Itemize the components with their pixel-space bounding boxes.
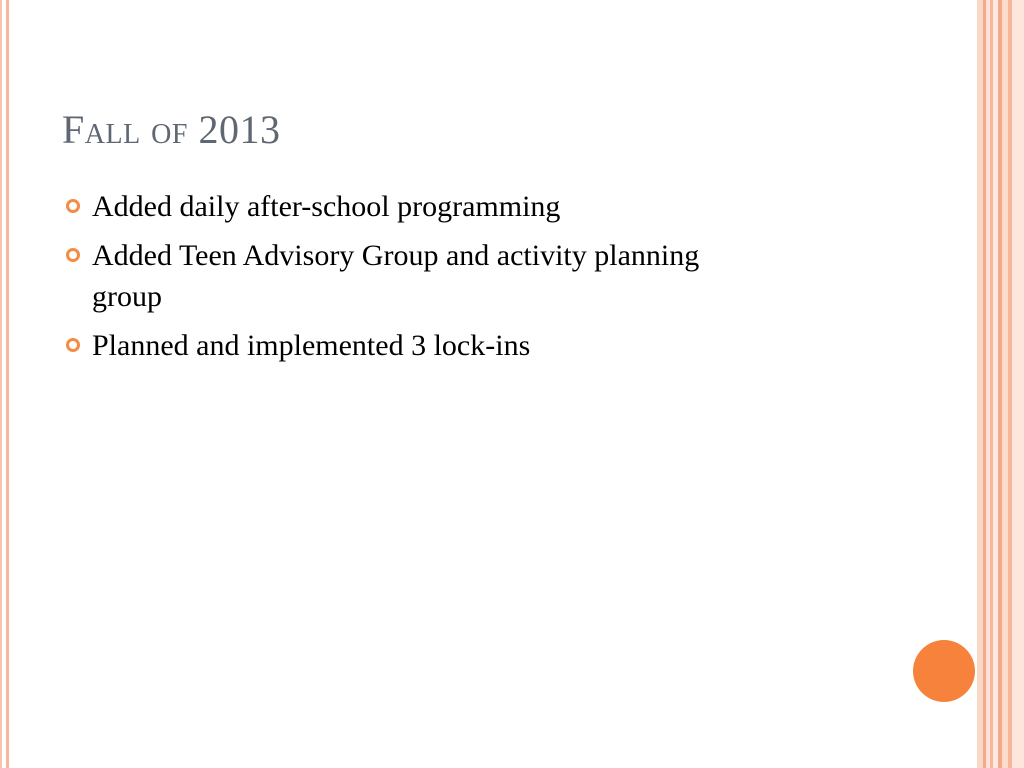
bullet-text: Added daily after-school programming <box>92 190 561 223</box>
bullet-item <box>62 186 822 227</box>
bullet-text: Planned and implemented 3 lock-ins <box>92 329 531 362</box>
decorative-orange-circle <box>913 640 975 702</box>
bullet-item <box>62 235 822 317</box>
bullet-circle-icon <box>66 248 80 262</box>
left-border-line <box>0 0 2 768</box>
right-border-band <box>1012 0 1024 768</box>
left-border-line <box>6 0 9 768</box>
bullet-item <box>62 325 822 366</box>
slide-title: Fall of 2013 <box>62 107 281 152</box>
bullet-text: Added Teen Advisory Group and activity planning group <box>92 239 700 313</box>
bullet-list <box>62 186 822 374</box>
bullet-circle-icon <box>66 338 80 352</box>
bullet-circle-icon <box>66 199 80 213</box>
